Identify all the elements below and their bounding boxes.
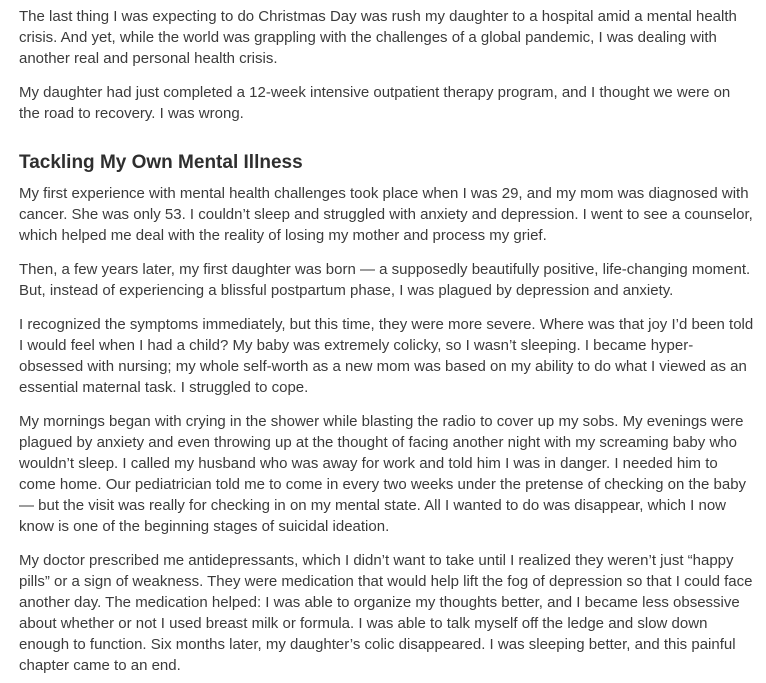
intro-paragraph: My daughter had just completed a 12-week intensive outpatient therapy program, and I thought we were on the road to recovery. I was wrong. — [19, 84, 731, 122]
section-heading: Tackling My Own Mental Illness — [19, 152, 303, 173]
section-paragraph: Then, a few years later, my first daughter was born — a supposedly beautifully positive, life-changing moment. But, instead of experiencing a blissful postpartum phase, I was plagued by depression and anxiety. — [19, 261, 751, 299]
section-paragraph: I recognized the symptoms immediately, but this time, they were more severe. Where was that joy I’d been told I would feel when I had a child? My baby was extremely colicky, so I wasn’t sleeping. I became hyper-obsessed with nursing; my whole self-worth as a new mom was based on my ability to do what I viewed as an essential maternal task. I struggled to cope. — [19, 316, 754, 396]
intro-paragraph: The last thing I was expecting to do Christmas Day was rush my daughter to a hospital amid a mental health crisis. And yet, while the world was grappling with the challenges of a global pandemic, I was dealing with another real and personal health crisis. — [19, 8, 737, 67]
section-paragraph: My mornings began with crying in the shower while blasting the radio to cover up my sobs. My evenings were plagued by anxiety and even throwing up at the thought of facing another night with my screaming baby who wouldn’t sleep. I called my husband who was away for work and told him I was in danger. I needed him to come home. Our pediatrician told me to come in every two weeks under the pretense of checking on the baby — but the visit was really for checking in on my mental state. All I wanted to do was disappear, which I now know is one of the beginning stages of suicidal ideation. — [19, 413, 747, 535]
section-paragraph: My first experience with mental health challenges took place when I was 29, and my mom was diagnosed with cancer. She was only 53. I couldn’t sleep and struggled with anxiety and depression. I went to see a counselor, which helped me deal with the reality of losing my mother and process my grief. — [19, 185, 753, 244]
section-paragraph: My doctor prescribed me antidepressants, which I didn’t want to take until I realized they weren’t just “happy pills” or a sign of weakness. They were medication that would help lift the fog of depression so that I could face another day. The medication helped: I was able to organize my thoughts better, and I became less obsessive about whether or not I used breast milk or formula. I was able to talk myself off the ledge and slow down enough to function. Six months later, my daughter’s colic disappeared. I was sleeping better, and this painful chapter came to an end. — [19, 552, 753, 674]
